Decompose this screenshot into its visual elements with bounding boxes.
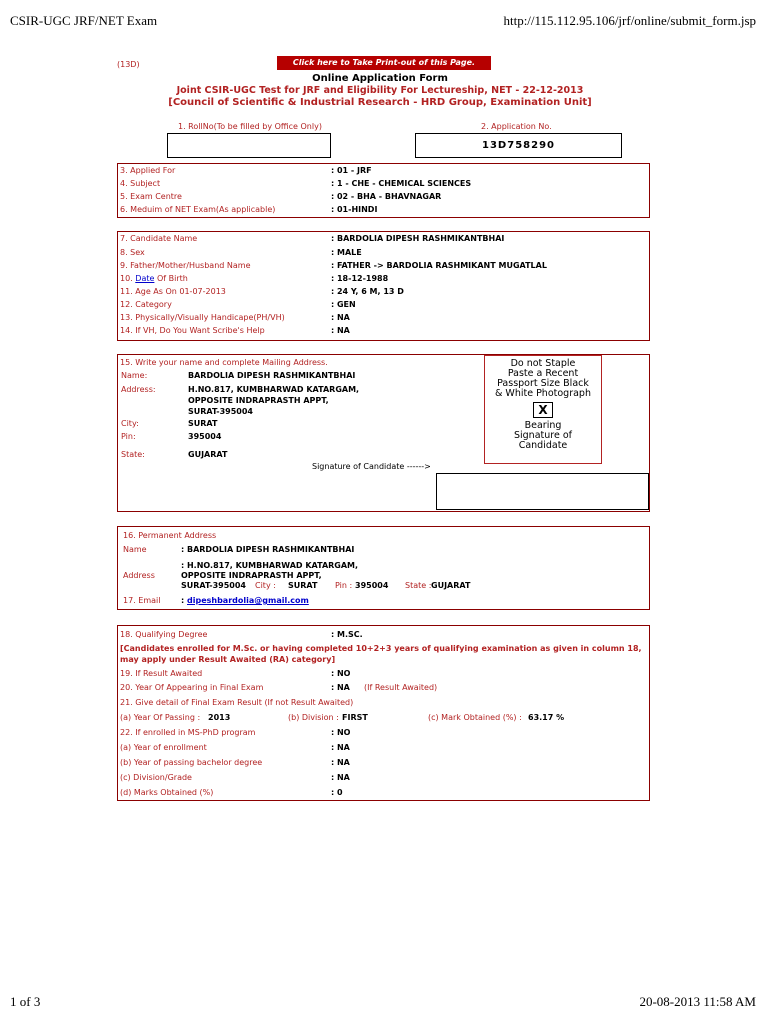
bachelor-passing-label: (b) Year of passing bachelor degree — [120, 758, 263, 767]
division-grade-label: (c) Division/Grade — [120, 773, 192, 782]
photo-instruction-5: Bearing — [524, 420, 562, 431]
photo-instruction-4: & White Photograph — [495, 388, 591, 399]
subject-label: 4. Subject — [120, 179, 161, 188]
mailing-pin-label: Pin: — [121, 432, 136, 441]
dob-link[interactable]: Date — [135, 274, 155, 283]
mailing-city-value: SURAT — [188, 419, 218, 428]
photo-instruction-6: Signature of — [513, 430, 572, 441]
form-organisation: [Council of Scientific & Industrial Research - HRD Group, Examination Unit] — [168, 97, 592, 108]
mailing-address-label: Address: — [121, 385, 156, 394]
applied-for-value: : 01 - JRF — [331, 166, 372, 175]
print-datetime: 20-08-2013 11:58 AM — [639, 994, 756, 1009]
division-grade-value: : NA — [331, 773, 350, 782]
scribe-value: : NA — [331, 326, 350, 335]
permanent-address-line1: : H.NO.817, KUMBHARWAD KATARGAM, — [181, 561, 359, 570]
dob-label — [120, 274, 188, 283]
cross-icon: X — [533, 402, 553, 418]
year-appearing-note: (If Result Awaited) — [364, 683, 438, 692]
candidate-name-value: : BARDOLIA DIPESH RASHMIKANTBHAI — [331, 234, 505, 243]
year-appearing-label: 20. Year Of Appearing in Final Exam — [120, 683, 264, 692]
subject-value: : 1 - CHE - CHEMICAL SCIENCES — [331, 179, 472, 188]
final-result-label: 21. Give detail of Final Exam Result (If not Result Awaited) — [120, 698, 354, 707]
sex-value: : MALE — [331, 248, 362, 257]
medium-value: : 01-HINDI — [331, 205, 378, 214]
age-label: 11. Age As On 01-07-2013 — [120, 287, 226, 296]
photo-instruction-1: Do not Staple — [510, 358, 576, 369]
signature-box — [436, 473, 649, 510]
year-passing-label: (a) Year Of Passing : — [120, 713, 201, 722]
photo-instruction-2: Paste a Recent — [507, 368, 579, 379]
permanent-state-value: GUJARAT — [431, 581, 471, 590]
applied-for-label: 3. Applied For — [120, 166, 176, 175]
handicap-label: 13. Physically/Visually Handicape(PH/VH) — [120, 313, 285, 322]
permanent-heading: 16. Permanent Address — [123, 531, 217, 540]
year-enrollment-value: : NA — [331, 743, 350, 752]
page-url: http://115.112.95.106/jrf/online/submit_form.jsp — [503, 13, 756, 28]
print-button[interactable]: Click here to Take Print-out of this Page. — [277, 56, 491, 70]
result-awaited-value: : NO — [331, 669, 351, 678]
dob-value: : 18-12-1988 — [331, 274, 389, 283]
medium-label: 6. Meduim of NET Exam(As applicable) — [120, 205, 276, 214]
appno-value: 13D758290 — [482, 140, 555, 151]
permanent-address-label: Address — [123, 571, 155, 580]
parent-name-label: 9. Father/Mother/Husband Name — [120, 261, 251, 270]
msphd-value: : NO — [331, 728, 351, 737]
section-candidate-details — [117, 231, 650, 341]
dob-prefix: 10. — [120, 274, 133, 283]
appno-label: 2. Application No. — [481, 122, 552, 131]
email-colon: : — [181, 596, 185, 605]
mailing-name-label: Name: — [121, 371, 148, 380]
rollno-label: 1. RollNo(To be filled by Office Only) — [178, 122, 322, 131]
photo-instruction-3: Passport Size Black — [497, 378, 589, 389]
mailing-address-line1: H.NO.817, KUMBHARWAD KATARGAM, — [188, 385, 360, 394]
mailing-address-line2: OPPOSITE INDRAPRASTH APPT, — [188, 396, 329, 405]
bachelor-passing-value: : NA — [331, 758, 350, 767]
permanent-city-value: SURAT — [288, 581, 318, 590]
mailing-heading: 15. Write your name and complete Mailing Address. — [120, 358, 328, 367]
permanent-city-label: City : — [255, 581, 276, 590]
division-value: FIRST — [342, 713, 368, 722]
signature-label: Signature of Candidate ------> — [312, 462, 431, 471]
year-appearing-value: : NA — [331, 683, 350, 692]
permanent-pin-value: 395004 — [355, 581, 389, 590]
permanent-address-line3: SURAT-395004 — [181, 581, 246, 590]
permanent-name-label: Name — [123, 545, 147, 554]
form-code: (13D) — [117, 60, 140, 69]
qualifying-degree-value: : M.SC. — [331, 630, 363, 639]
mailing-pin-value: 395004 — [188, 432, 222, 441]
year-enrollment-label: (a) Year of enrollment — [120, 743, 207, 752]
qualifying-degree-label: 18. Qualifying Degree — [120, 630, 208, 639]
permanent-name-value: : BARDOLIA DIPESH RASHMIKANTBHAI — [181, 545, 355, 554]
result-awaited-label: 19. If Result Awaited — [120, 669, 203, 678]
age-value: : 24 Y, 6 M, 13 D — [331, 287, 404, 296]
mark-obtained-value: 63.17 % — [528, 713, 565, 722]
mailing-state-label: State: — [121, 450, 145, 459]
marks-obtained-value: : 0 — [331, 788, 343, 797]
mailing-name-value: BARDOLIA DIPESH RASHMIKANTBHAI — [188, 371, 356, 380]
mailing-city-label: City: — [121, 419, 139, 428]
parent-name-value: : FATHER -> BARDOLIA RASHMIKANT MUGATLAL — [331, 261, 547, 270]
handicap-value: : NA — [331, 313, 350, 322]
mailing-address-line3: SURAT-395004 — [188, 407, 253, 416]
mark-obtained-label: (c) Mark Obtained (%) : — [428, 713, 522, 722]
marks-obtained-label: (d) Marks Obtained (%) — [120, 788, 214, 797]
mailing-state-value: GUJARAT — [188, 450, 228, 459]
form-title: Online Application Form — [312, 73, 448, 84]
permanent-pin-label: Pin : — [335, 581, 353, 590]
permanent-address-line2: OPPOSITE INDRAPRASTH APPT, — [181, 571, 322, 580]
msphd-label: 22. If enrolled in MS-PhD program — [120, 728, 256, 737]
email-link[interactable]: dipeshbardolia@gmail.com — [187, 596, 309, 605]
exam-centre-value: : 02 - BHA - BHAVNAGAR — [331, 192, 442, 201]
category-label: 12. Category — [120, 300, 172, 309]
permanent-state-label: State : — [405, 581, 432, 590]
email-label: 17. Email — [123, 596, 161, 605]
candidate-name-label: 7. Candidate Name — [120, 234, 198, 243]
category-value: : GEN — [331, 300, 356, 309]
eligibility-note-line2: may apply under Result Awaited (RA) category] — [120, 655, 336, 664]
exam-centre-label: 5. Exam Centre — [120, 192, 182, 201]
rollno-box — [167, 133, 331, 158]
division-label: (b) Division : — [288, 713, 339, 722]
page-title: CSIR-UGC JRF/NET Exam — [10, 13, 158, 28]
sex-label: 8. Sex — [120, 248, 145, 257]
photo-instruction-7: Candidate — [518, 440, 568, 451]
dob-label-rest: Of Birth — [156, 274, 188, 283]
eligibility-note-line1: [Candidates enrolled for M.Sc. or having completed 10+2+3 years of qualifying examination as given in column 18, — [120, 644, 642, 653]
scribe-label: 14. If VH, Do You Want Scribe's Help — [120, 326, 265, 335]
page-count: 1 of 3 — [10, 994, 41, 1009]
year-passing-value: 2013 — [208, 713, 231, 722]
form-subtitle: Joint CSIR-UGC Test for JRF and Eligibility For Lectureship, NET - 22-12-2013 — [176, 85, 584, 96]
photo-box — [484, 355, 602, 464]
